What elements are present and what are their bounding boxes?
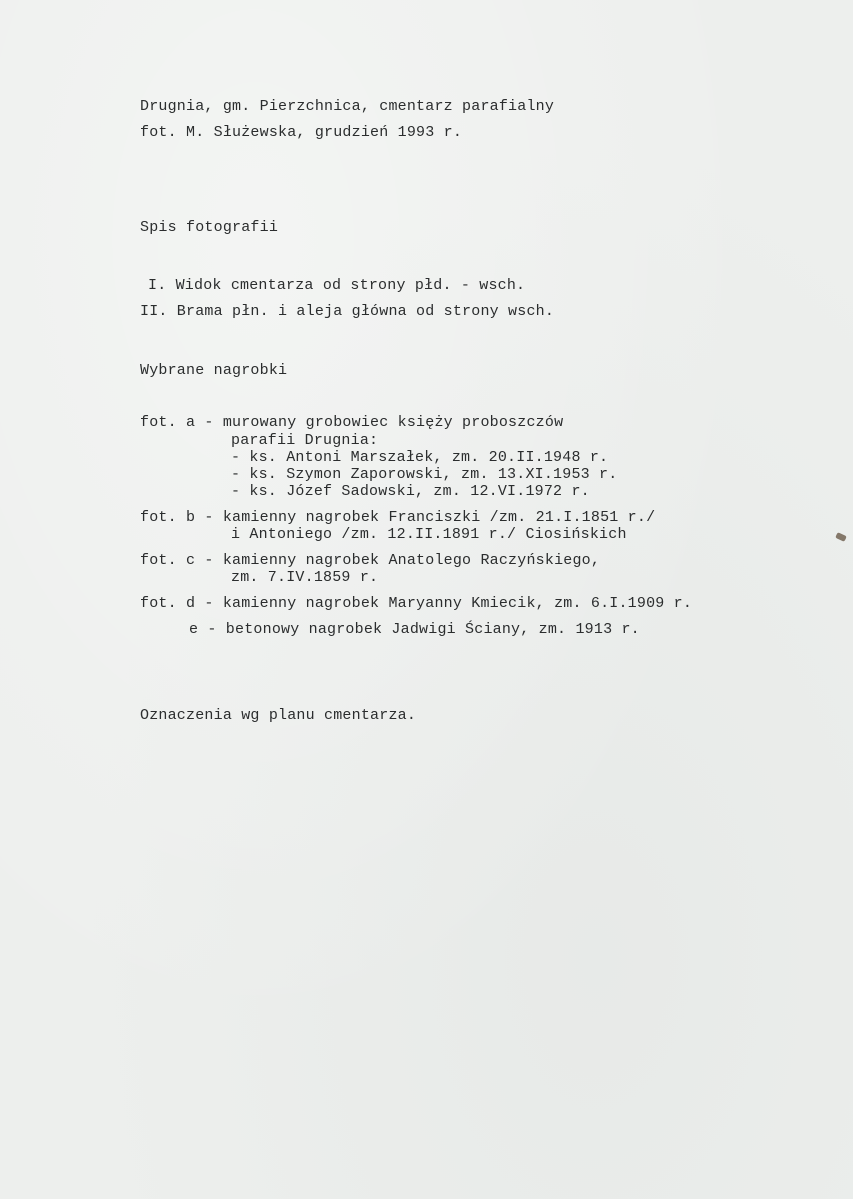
grave-entry-line: e - betonowy nagrobek Jadwigi Ściany, zm. 1913 r. [189, 621, 640, 638]
photo-list-heading: Spis fotografii [140, 219, 279, 236]
footer-note: Oznaczenia wg planu cmentarza. [140, 707, 417, 724]
graves-heading: Wybrane nagrobki [140, 362, 288, 379]
grave-entry-line: parafii Drugnia: [231, 432, 379, 449]
header-location: Drugnia, gm. Pierzchnica, cmentarz parafialny [140, 98, 555, 115]
grave-entry-line: i Antoniego /zm. 12.II.1891 r./ Ciosińskich [231, 526, 627, 543]
grave-entry-line: fot. b - kamienny nagrobek Franciszki /zm. 21.I.1851 r./ [140, 509, 656, 526]
grave-entry-line: - ks. Szymon Zaporowski, zm. 13.XI.1953 r. [231, 466, 618, 483]
photo-list-item: I. Widok cmentarza od strony płd. - wsch. [148, 277, 526, 294]
grave-entry-line: fot. d - kamienny nagrobek Maryanny Kmiecik, zm. 6.I.1909 r. [140, 595, 693, 612]
grave-entry-line: fot. a - murowany grobowiec księży proboszczów [140, 414, 564, 431]
header-photographer: fot. M. Służewska, grudzień 1993 r. [140, 124, 463, 141]
photo-list-item: II. Brama płn. i aleja główna od strony wsch. [140, 303, 555, 320]
grave-entry-line: - ks. Antoni Marszałek, zm. 20.II.1948 r. [231, 449, 609, 466]
paper-mark [835, 532, 847, 542]
grave-entry-line: - ks. Józef Sadowski, zm. 12.VI.1972 r. [231, 483, 590, 500]
grave-entry-line: fot. c - kamienny nagrobek Anatolego Raczyńskiego, [140, 552, 601, 569]
grave-entry-line: zm. 7.IV.1859 r. [231, 569, 379, 586]
